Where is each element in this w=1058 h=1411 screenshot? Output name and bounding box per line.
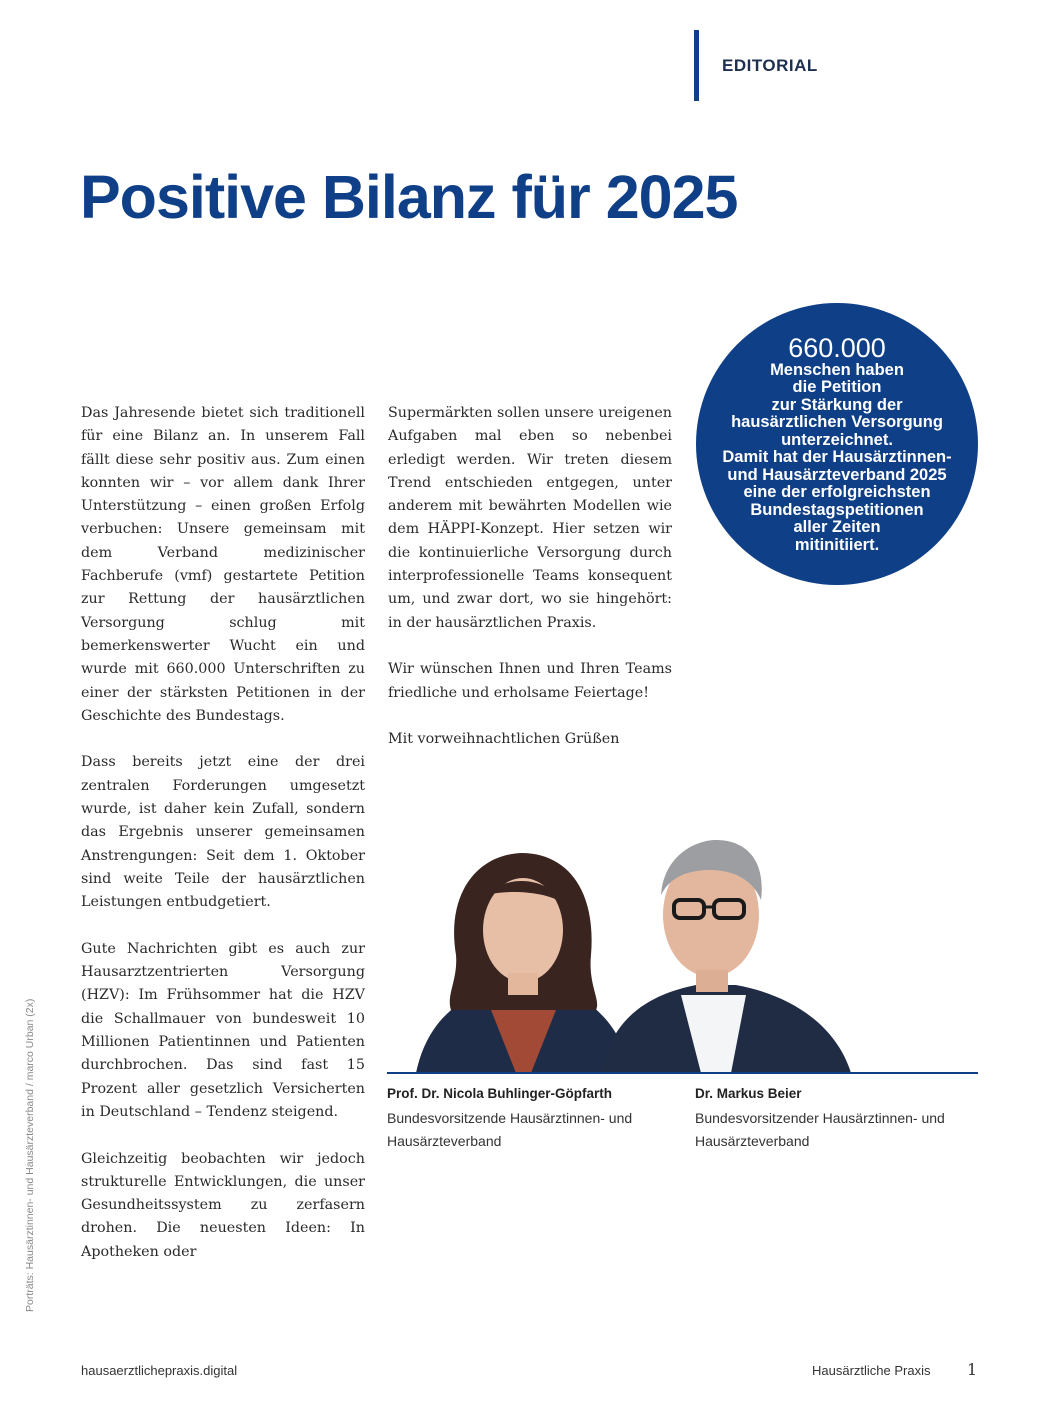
article-column-2 — [388, 402, 672, 775]
paragraph: Das Jahresende bietet sich traditionell für eine Bilanz an. In unserem Fall fällt diese sehr positiv aus. Zum einen konnten wir – vor allem dank Ihrer Unterstützung – einen großen Erfolg verbuchen: Unsere gemeinsam mit dem Verband medizinischer Fachberufe (vmf) gestartete Petition zur Rettung der hausärztlichen Versorgung schlug mit bemerkenswerter Wucht ein und wurde mit 660.000 Unterschriften zu einer der stärksten Petitionen in der Geschichte des Bundestags. — [81, 405, 365, 724]
highlight-line: eine der erfolgreichsten — [743, 483, 931, 502]
page-title: Positive Bilanz für 2025 — [80, 163, 738, 231]
paragraph: Wir wünschen Ihnen und Ihren Teams friedliche und erholsame Feiertage! — [388, 661, 672, 701]
highlight-line: Damit hat der Hausärztinnen- — [722, 448, 952, 467]
page-number: 1 — [967, 1360, 978, 1379]
paragraph: Gleichzeitig beobachten wir jedoch strukturelle Entwicklungen, die unser Gesundheitssystem zu zerfasern drohen. Die neuesten Ideen: In Apotheken oder — [81, 1150, 365, 1260]
caption-divider — [387, 1072, 978, 1074]
section-label: EDITORIAL — [722, 56, 818, 75]
highlight-line: Bundestagspetitionen — [750, 500, 924, 519]
author-role: Bundesvorsitzender Hausärztinnen- und Hausärzteverband — [695, 1110, 945, 1149]
section-accent-bar — [694, 30, 699, 101]
footer-website: hausaerztlichepraxis.digital — [81, 1363, 238, 1378]
paragraph: Mit vorweihnachtlichen Grüßen — [388, 731, 620, 748]
portrait-markus — [601, 840, 851, 1073]
highlight-text — [722, 362, 951, 555]
footer-magazine-name: Hausärztliche Praxis — [812, 1363, 931, 1378]
portrait-nicola — [416, 853, 631, 1073]
author-caption-2 — [695, 1086, 985, 1153]
author-portraits-photo — [396, 835, 866, 1073]
highlight-line: unterzeichnet. — [781, 430, 893, 449]
highlight-line: Menschen haben — [770, 360, 904, 379]
highlight-number: 660.000 — [788, 332, 886, 363]
author-name: Dr. Markus Beier — [695, 1086, 802, 1101]
highlight-line: aller Zeiten — [793, 518, 881, 537]
paragraph: Gute Nachrichten gibt es auch zur Hausarztzentrierten Versorgung (HZV): Im Frühsommer hat die HZV die Schallmauer von bundesweit 10 Millionen Patientinnen und Patienten durchbrochen. Das sind fast 15 Prozent aller gesetzlich Versicherten in Deutschland – Tendenz steigend. — [81, 940, 365, 1120]
paragraph: Supermärkten sollen unsere ureigenen Aufgaben mal eben so nebenbei erledigt werden. Wir treten diesem Trend entschieden entgegen, unter anderem mit bewährten Modellen wie dem HÄPPI-Konzept. Hier setzen wir die kontinuierliche Versorgung durch interprofessionelle Teams konsequent um, und zwar dort, wo sie hingehört: in der hausärztlichen Praxis. — [388, 405, 672, 631]
highlight-line: und Hausärzteverband 2025 — [727, 465, 947, 484]
author-name: Prof. Dr. Nicola Buhlinger-Göpfarth — [387, 1086, 613, 1101]
article-column-1 — [81, 402, 365, 1287]
highlight-line: hausärztlichen Versorgung — [731, 413, 943, 432]
paragraph: Dass bereits jetzt eine der drei zentralen Forderungen umgesetzt wurde, ist daher kein Zufall, sondern das Ergebnis unserer gemeinsamen Anstrengungen: Seit dem 1. Oktober sind weite Teile der hausärztlichen Leistungen entbudgetiert. — [81, 754, 365, 911]
highlight-circle — [696, 303, 978, 585]
author-role: Bundesvorsitzende Hausärztinnen- und Hausärzteverband — [387, 1110, 633, 1149]
author-caption-1 — [387, 1086, 677, 1153]
highlight-line: die Petition — [792, 378, 882, 397]
highlight-line: mitinitiiert. — [794, 535, 880, 554]
highlight-line: zur Stärkung der — [771, 395, 903, 414]
photo-credit: Porträts: Hausärztinnen- und Hausärzteverband / marco Urban (2x) — [24, 998, 36, 1312]
